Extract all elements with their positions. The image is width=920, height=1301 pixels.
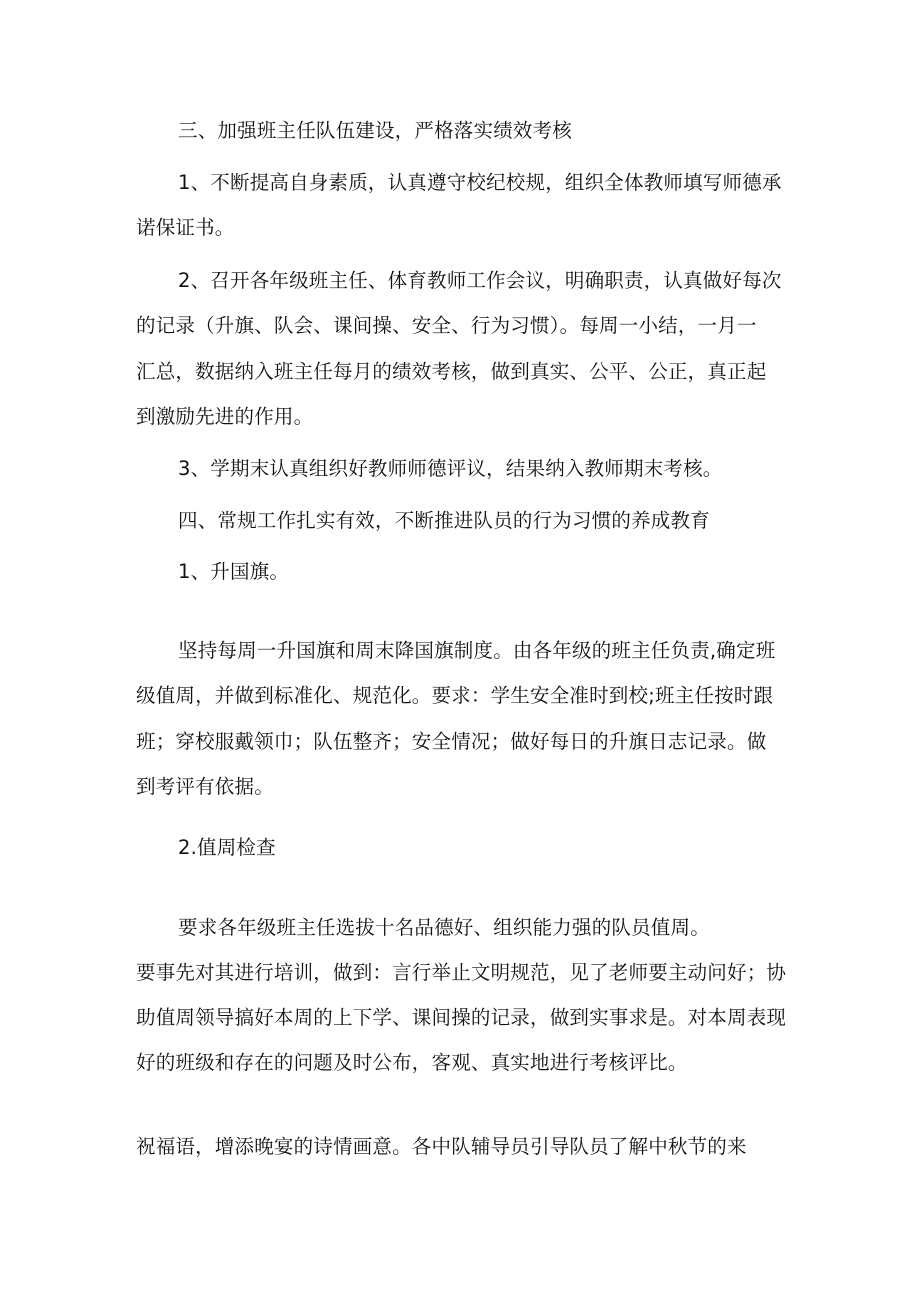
section-3-heading: 三、加强班主任队伍建设，严格落实绩效考核 — [178, 119, 573, 142]
closing-line: 祝福语，增添晚宴的诗情画意。各中队辅导员引导队员了解中秋节的来 — [136, 1135, 747, 1158]
section-3-item-2-line-1: 2、召开各年级班主任、体育教师工作会议，明确职责，认真做好每次 — [178, 269, 782, 292]
section-3-item-2-line-2: 的记录（升旗、队会、课间操、安全、行为习惯）。每周一小结，一月一 — [136, 314, 757, 337]
section-4-sub-1-line-1: 坚持每周一升国旗和周末降国旗制度。由各年级的班主任负责,确定班 — [178, 639, 776, 662]
section-3-item-3: 3、学期末认真组织好教师师德评议，结果纳入教师期末考核。 — [178, 457, 723, 480]
section-4-sub-1-line-2: 级值周，并做到标准化、规范化。要求：学生安全准时到校;班主任按时跟 — [136, 684, 774, 707]
section-4-sub-2-line-3: 助值周领导搞好本周的上下学、课间操的记录，做到实事求是。对本周表现 — [136, 1006, 787, 1029]
section-3-item-1-line-1: 1、不断提高自身素质，认真遵守校纪校规，组织全体教师填写师德承 — [178, 171, 782, 194]
section-4-sub-2-title: 2.值周检查 — [178, 836, 276, 859]
section-3-item-2-line-3: 汇总，数据纳入班主任每月的绩效考核，做到真实、公平、公正，真正起 — [136, 360, 767, 383]
section-4-sub-1-title: 1、升国旗。 — [178, 560, 290, 583]
section-4-sub-2-line-4: 好的班级和存在的问题及时公布，客观、真实地进行考核评比。 — [136, 1051, 688, 1074]
section-4-sub-2-line-1: 要求各年级班主任选拔十名品德好、组织能力强的队员值周。 — [178, 916, 710, 939]
section-4-sub-2-line-2: 要事先对其进行培训，做到：言行举止文明规范，见了老师要主动问好；协 — [136, 961, 787, 984]
section-4-heading: 四、常规工作扎实有效，不断推进队员的行为习惯的养成教育 — [178, 509, 710, 532]
section-3-item-2-line-4: 到激励先进的作用。 — [136, 405, 314, 428]
section-3-item-1-line-2: 诺保证书。 — [136, 216, 235, 239]
section-4-sub-1-line-4: 到考评有依据。 — [136, 775, 274, 798]
section-4-sub-1-line-3: 班；穿校服戴领巾；队伍整齐；安全情况；做好每日的升旗日志记录。做 — [136, 730, 767, 753]
